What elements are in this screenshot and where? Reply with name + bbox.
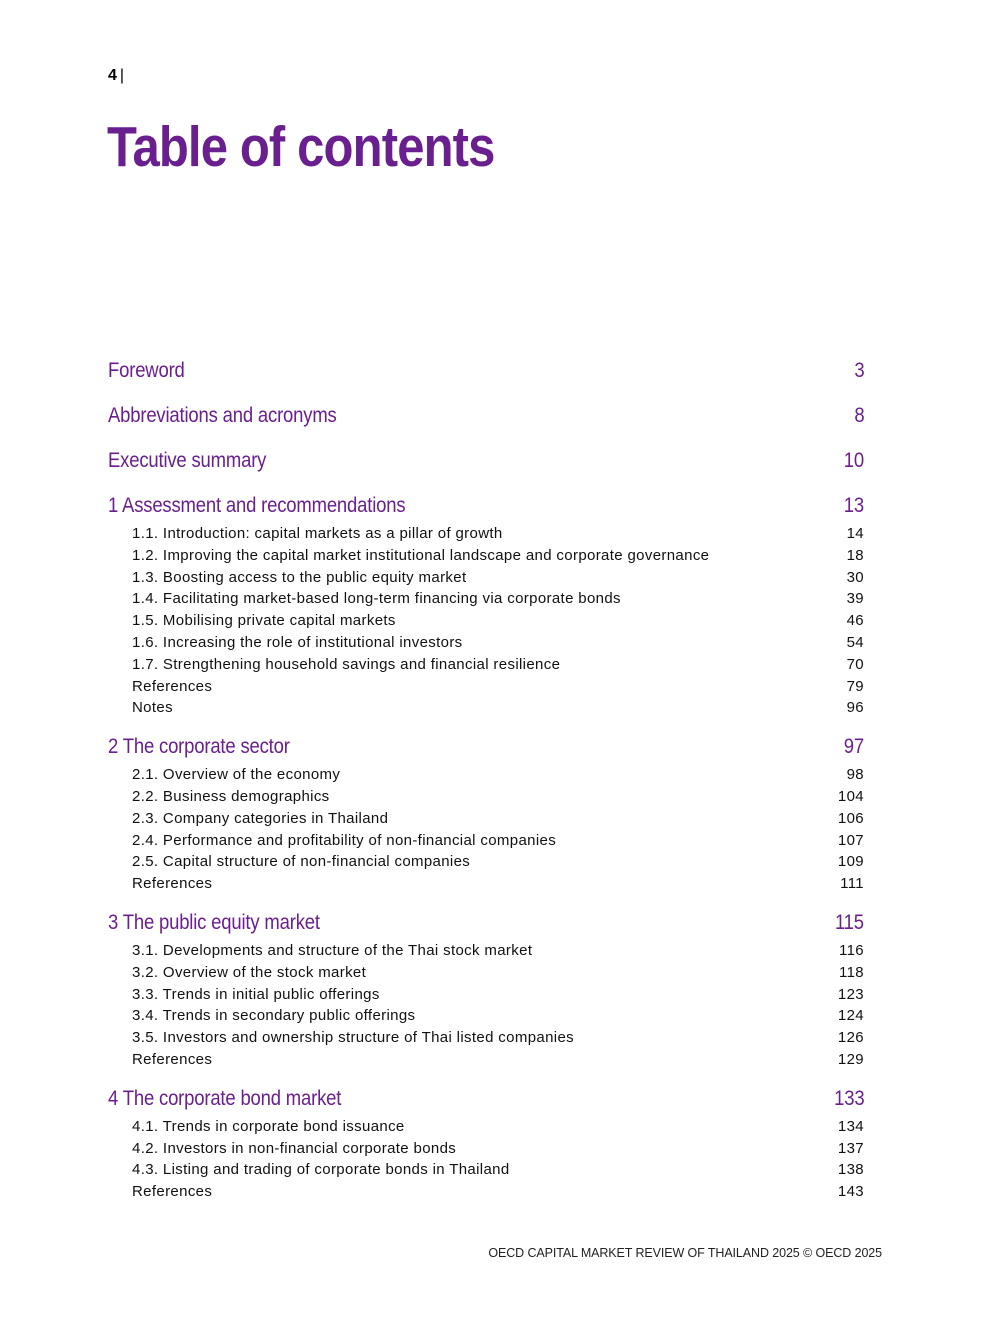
toc-subsection-page: 129: [837, 1050, 864, 1068]
toc-section: [108, 906, 864, 1071]
toc-subsection-title: Notes: [132, 699, 173, 717]
toc-subsection-page: 106: [837, 809, 864, 827]
toc-chapter-entry[interactable]: [108, 730, 864, 764]
page-footer: OECD CAPITAL MARKET REVIEW OF THAILAND 2025 © OECD 2025: [488, 1246, 882, 1260]
page-number: [108, 66, 124, 86]
toc-chapter-page: 8: [853, 404, 864, 427]
toc-subsection-entry[interactable]: [108, 1116, 864, 1138]
toc-section: [108, 1082, 864, 1203]
toc-subsection-entry[interactable]: [108, 697, 864, 719]
toc-subsection-title: 3.3. Trends in initial public offerings: [132, 985, 380, 1003]
toc-subsection-title: 2.5. Capital structure of non-financial companies: [132, 853, 471, 871]
toc-subsection-page: 143: [837, 1183, 864, 1201]
toc-subsection-page: 14: [846, 525, 864, 542]
toc-subsection-title: 1.6. Increasing the role of institutional investors: [132, 633, 463, 651]
toc-subsection-entry[interactable]: [108, 676, 864, 698]
toc-section: [108, 399, 864, 433]
toc-subsection-entry[interactable]: [108, 654, 864, 676]
toc-chapter-title: 1 Assessment and recommendations: [108, 494, 406, 517]
toc-chapter-entry[interactable]: [108, 354, 864, 388]
toc-chapter-page: 115: [835, 910, 864, 934]
toc-subsection-title: 3.1. Developments and structure of the Thai stock market: [132, 941, 533, 959]
toc-chapter-page: 133: [833, 1086, 864, 1110]
toc-subsection-title: 3.2. Overview of the stock market: [132, 963, 367, 981]
toc-subsection-page: 98: [846, 766, 864, 784]
toc-subsection-entry[interactable]: [108, 1027, 864, 1049]
toc-subsection-entry[interactable]: [108, 1181, 864, 1203]
page-number-separator: |: [119, 67, 125, 84]
toc-subsection-title: References: [132, 677, 213, 695]
toc-section: [108, 444, 864, 478]
toc-subsection-title: 4.1. Trends in corporate bond issuance: [132, 1117, 405, 1135]
toc-subsection-page: 123: [837, 985, 864, 1003]
toc-subsection-entry[interactable]: [108, 808, 864, 830]
toc-subsection-title: 2.4. Performance and profitability of non-financial companies: [132, 831, 557, 849]
toc-subsection-title: 2.2. Business demographics: [132, 787, 330, 805]
toc-subsection-entry[interactable]: [108, 545, 864, 567]
toc-subsection-entry[interactable]: [108, 873, 864, 895]
toc-subsection-entry[interactable]: [108, 764, 864, 786]
toc-chapter-title: 2 The corporate sector: [108, 735, 290, 759]
toc-subsection-page: 111: [840, 875, 864, 893]
toc-subsection-title: References: [132, 1183, 213, 1201]
toc-subsection-title: 2.1. Overview of the economy: [132, 766, 341, 784]
page-number-value: 4: [108, 67, 117, 84]
toc-chapter-title: Foreword: [108, 359, 185, 382]
toc-subsection-title: 1.5. Mobilising private capital markets: [132, 612, 396, 630]
toc-subsection-title: 3.5. Investors and ownership structure of Thai listed companies: [132, 1029, 574, 1047]
toc-subsection-entry[interactable]: [108, 786, 864, 808]
toc-chapter-title: Executive summary: [108, 449, 267, 472]
toc-subsection-entry[interactable]: [108, 632, 864, 654]
toc-subsection-page: 118: [839, 963, 864, 981]
toc-section: [108, 489, 864, 719]
toc-chapter-page: 97: [843, 735, 864, 759]
toc-subsection-page: 18: [846, 546, 864, 564]
toc-subsection-page: 109: [837, 853, 864, 871]
toc-subsection-title: References: [132, 875, 213, 893]
page-title: Table of contents: [107, 115, 495, 179]
toc-subsection-page: 116: [839, 941, 864, 959]
toc-chapter-page: 13: [843, 494, 864, 517]
toc-subsection-page: 107: [837, 831, 864, 849]
toc-subsection-page: 79: [846, 677, 864, 695]
toc-subsection-page: 138: [837, 1161, 864, 1179]
toc-subsection-entry[interactable]: [108, 984, 864, 1006]
toc-subsection-entry[interactable]: [108, 1138, 864, 1160]
toc-chapter-entry[interactable]: [108, 906, 864, 940]
toc-chapter-title: 3 The public equity market: [108, 910, 320, 934]
toc-section: [108, 354, 864, 388]
toc-subsection-entry[interactable]: [108, 830, 864, 852]
toc-subsection-title: 4.2. Investors in non-financial corporate bonds: [132, 1139, 457, 1157]
table-of-contents: [108, 354, 864, 1214]
toc-subsection-entry[interactable]: [108, 610, 864, 632]
toc-chapter-title: 4 The corporate bond market: [108, 1086, 342, 1110]
toc-chapter-entry[interactable]: [108, 399, 864, 433]
toc-subsection-title: 4.3. Listing and trading of corporate bonds in Thailand: [132, 1161, 510, 1179]
toc-subsection-page: 54: [846, 633, 864, 651]
toc-subsection-title: 3.4. Trends in secondary public offerings: [132, 1007, 416, 1025]
toc-chapter-entry[interactable]: [108, 489, 864, 523]
toc-chapter-page: 10: [843, 449, 864, 472]
toc-subsection-title: 1.2. Improving the capital market institutional landscape and corporate governance: [132, 546, 710, 564]
toc-subsection-entry[interactable]: [108, 1159, 864, 1181]
toc-subsection-title: References: [132, 1050, 213, 1068]
toc-subsection-entry[interactable]: [108, 1005, 864, 1027]
toc-section: [108, 730, 864, 895]
toc-subsection-title: 1.7. Strengthening household savings and financial resilience: [132, 655, 561, 673]
toc-subsection-entry[interactable]: [108, 523, 864, 545]
toc-subsection-page: 137: [837, 1139, 864, 1157]
toc-subsection-title: 2.3. Company categories in Thailand: [132, 809, 389, 827]
toc-chapter-entry[interactable]: [108, 444, 864, 478]
toc-subsection-page: 134: [837, 1117, 864, 1135]
toc-subsection-title: 1.4. Facilitating market-based long-term financing via corporate bonds: [132, 590, 621, 608]
toc-subsection-page: 104: [837, 787, 864, 805]
toc-chapter-page: 3: [853, 359, 864, 382]
toc-subsection-page: 126: [837, 1029, 864, 1047]
toc-subsection-page: 46: [846, 612, 864, 630]
toc-subsection-entry[interactable]: [108, 851, 864, 873]
toc-chapter-title: Abbreviations and acronyms: [108, 404, 337, 427]
toc-subsection-entry[interactable]: [108, 940, 864, 962]
toc-chapter-entry[interactable]: [108, 1082, 864, 1116]
toc-subsection-page: 30: [846, 568, 864, 586]
toc-subsection-title: 1.1. Introduction: capital markets as a pillar of growth: [132, 525, 503, 542]
toc-subsection-entry[interactable]: [108, 588, 864, 610]
toc-subsection-page: 124: [837, 1007, 864, 1025]
toc-subsection-entry[interactable]: [108, 1049, 864, 1071]
toc-subsection-entry[interactable]: [108, 567, 864, 589]
toc-subsection-page: 70: [846, 655, 864, 673]
toc-subsection-title: 1.3. Boosting access to the public equity market: [132, 568, 467, 586]
toc-subsection-page: 96: [846, 699, 864, 717]
toc-subsection-entry[interactable]: [108, 962, 864, 984]
toc-subsection-page: 39: [846, 590, 864, 608]
